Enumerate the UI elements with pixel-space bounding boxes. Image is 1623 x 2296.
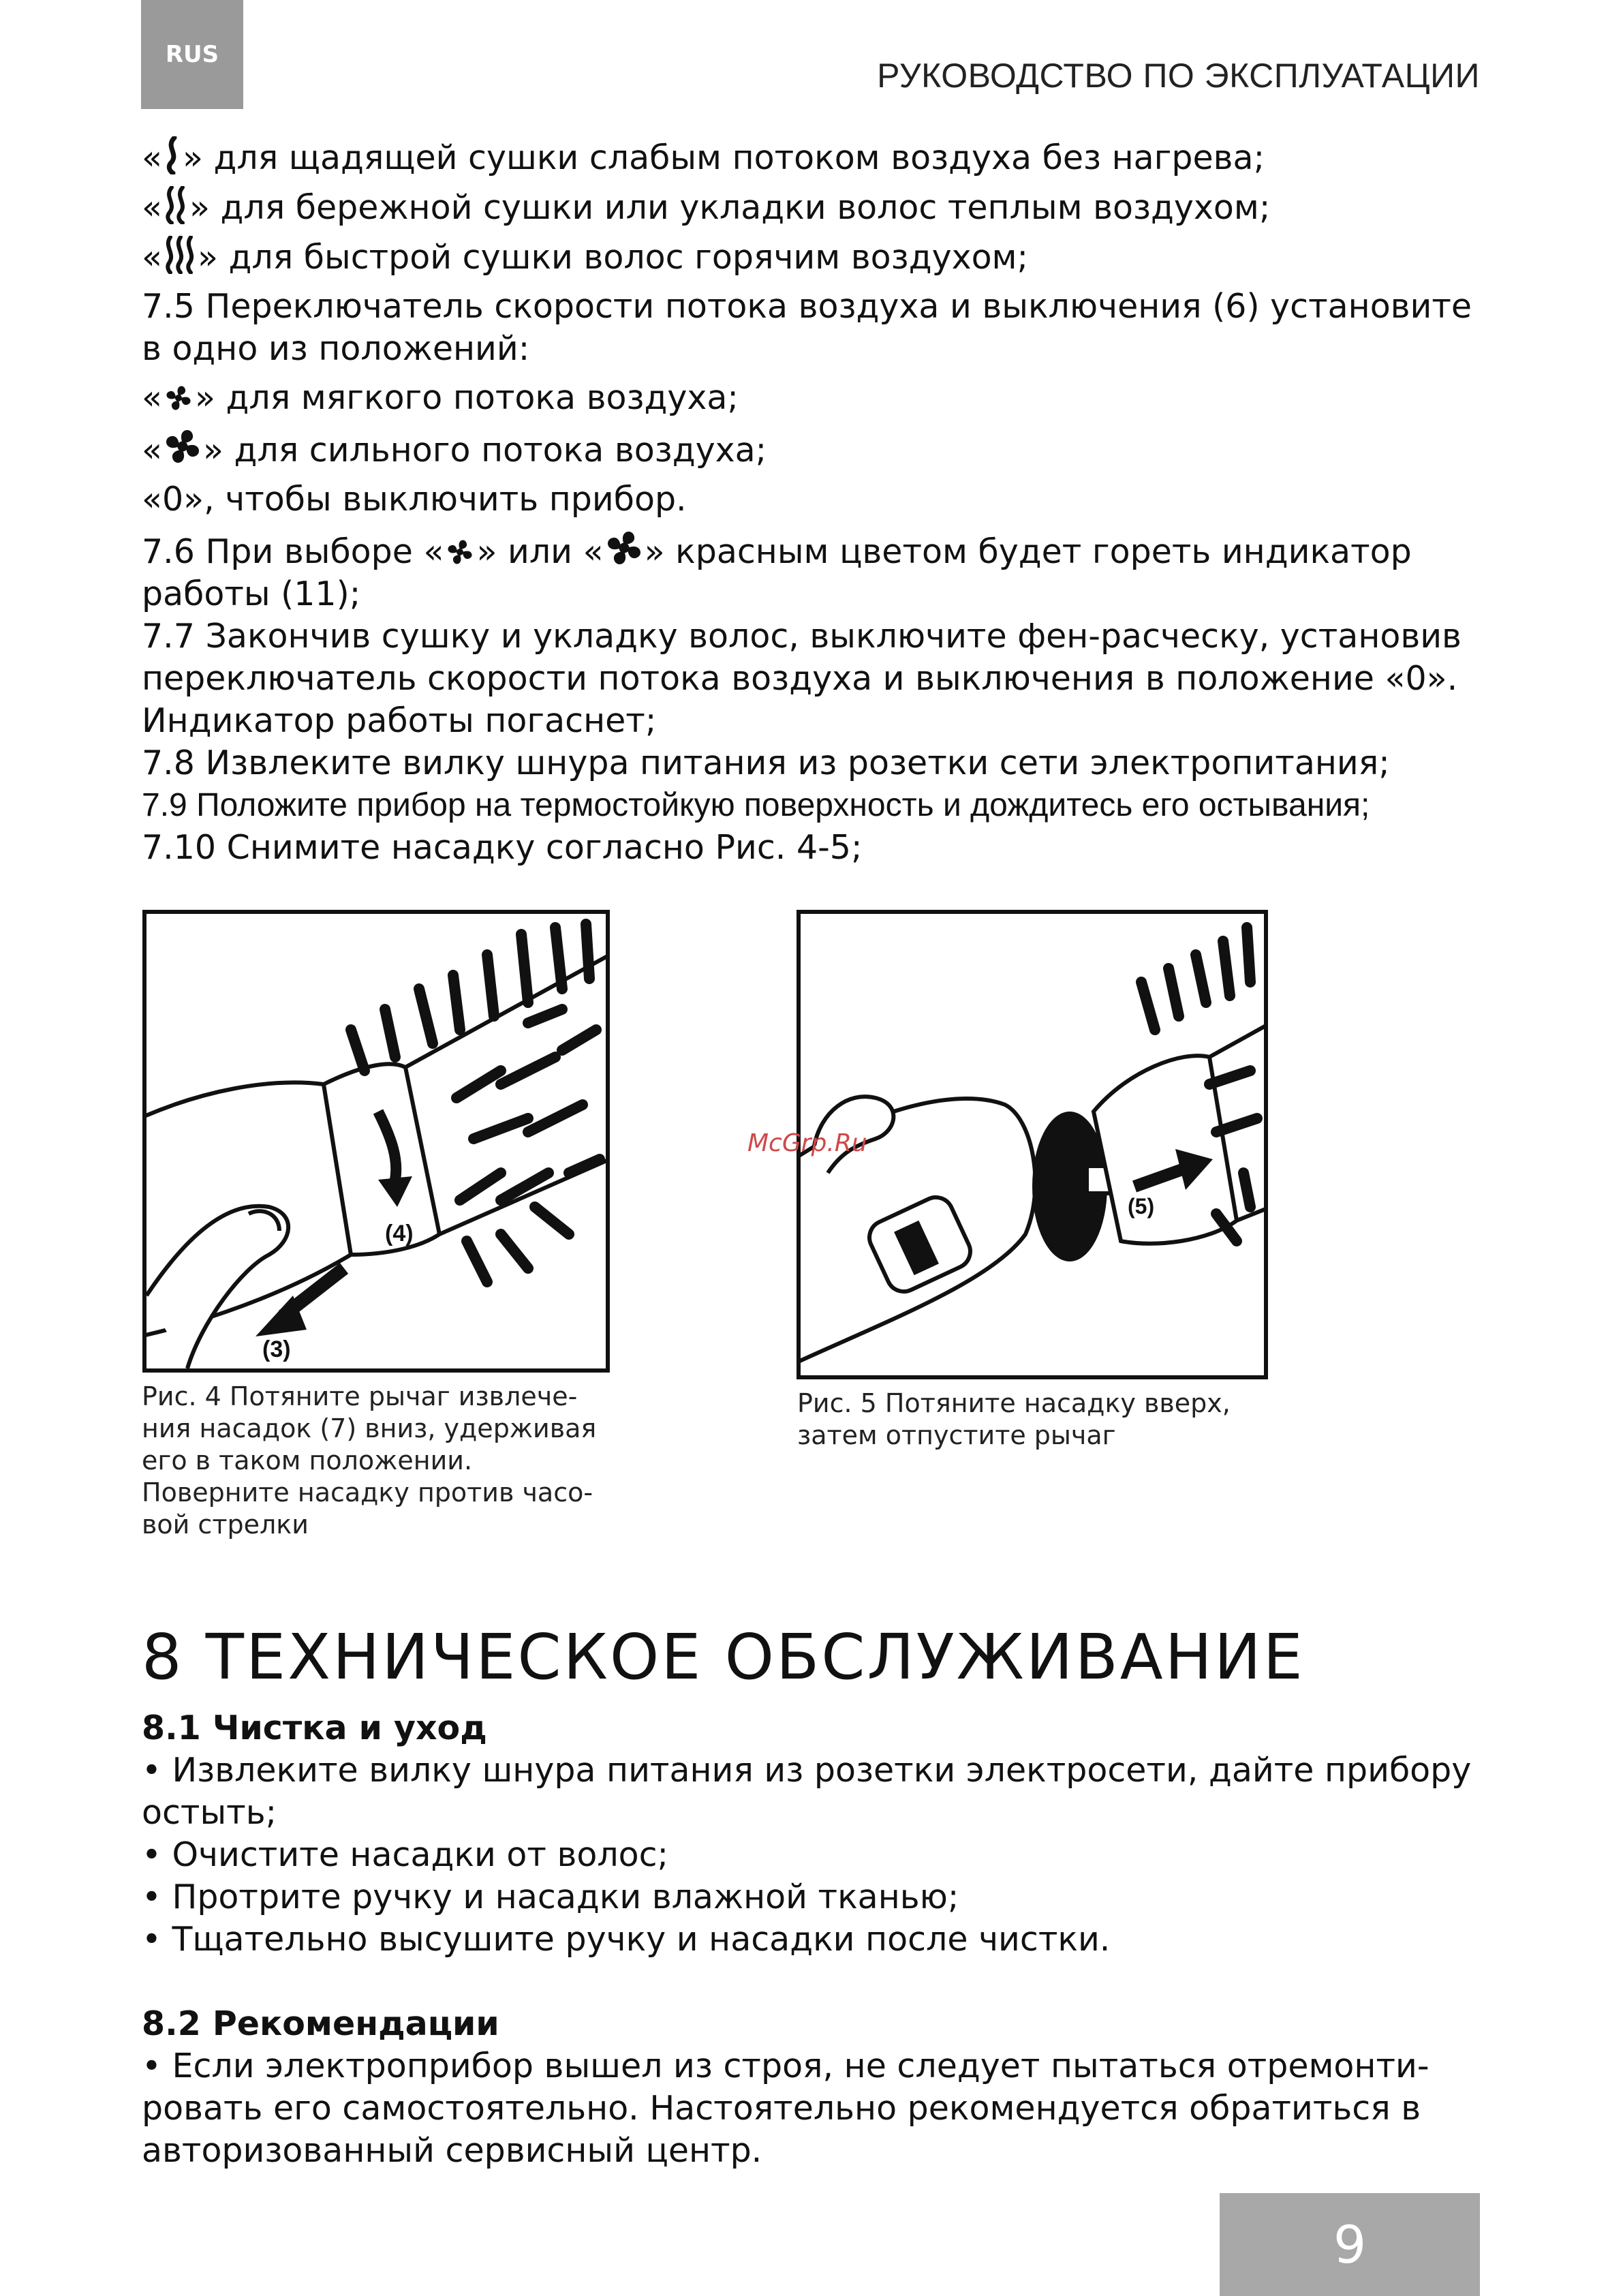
- fan-large-icon: [162, 426, 203, 467]
- watermark: McGrp.Ru: [747, 1129, 867, 1157]
- page-number: 9: [1220, 2193, 1480, 2296]
- step-7-8: 7.8 Извлеките вилку шнура питания из розетки сети электропитания;: [142, 744, 1390, 782]
- figure-4-illustration: [146, 914, 606, 1368]
- heat-mode-low: « » для щадящей сушки слабым потоком воздуха без нагрева;: [142, 136, 1480, 179]
- speed-strong: « » для сильного потока воздуха;: [142, 426, 1480, 472]
- speed-soft: « » для мягкого потока воздуха;: [142, 378, 739, 417]
- figure-4-label-down: (3): [262, 1336, 291, 1362]
- fan-small-icon: [162, 382, 195, 414]
- language-tab: RUS: [141, 0, 243, 109]
- recommendation-item: ровать его самостоятельно. Настоятельно рекомендуется обратиться в: [142, 2089, 1421, 2128]
- heat-mode-high: « » для быстрой сушки волос горячим воздухом;: [142, 236, 1480, 279]
- double-wave-icon: [162, 186, 189, 224]
- subsection-8-1-title: 8.1 Чистка и уход: [142, 1709, 487, 1747]
- step-7-6-line2: работы (11);: [142, 575, 361, 613]
- fan-small-icon: [444, 536, 476, 568]
- recommendation-item: авторизованный сервисный центр.: [142, 2131, 762, 2170]
- heat-mode-mid: « » для бережной сушки или укладки волос теплым воздухом;: [142, 186, 1480, 229]
- recommendation-item: • Если электроприбор вышел из строя, не следует пытаться отремонти-: [142, 2047, 1429, 2085]
- step-7-7-line3: Индикатор работы погаснет;: [142, 701, 657, 740]
- figure-4: [142, 910, 610, 1373]
- step-7-9: 7.9 Положите прибор на термостойкую поверхность и дождитесь его остывания;: [142, 787, 1370, 823]
- section-8-body: [142, 1707, 1480, 2172]
- step-7-6-line1: 7.6 При выборе « » или « » красным цветом будет гореть индикатор: [142, 527, 1480, 573]
- step-7-5-line1: 7.5 Переключатель скорости потока воздуха и выключения (6) установите: [142, 287, 1472, 326]
- care-item: • Очистите насадки от волос;: [142, 1835, 669, 1874]
- care-item: остыть;: [142, 1793, 277, 1832]
- step-7-10: 7.10 Снимите насадку согласно Рис. 4-5;: [142, 828, 863, 867]
- figure-5: [797, 910, 1268, 1379]
- care-item: • Протрите ручку и насадки влажной тканью;: [142, 1878, 959, 1916]
- care-item: • Извлеките вилку шнура питания из розетки электросети, дайте прибору: [142, 1751, 1472, 1790]
- triple-wave-icon: [162, 236, 198, 274]
- step-7-7-line2: переключатель скорости потока воздуха и выключения в положение «0».: [142, 659, 1458, 698]
- figure-4-label-lever: (4): [385, 1221, 414, 1246]
- subsection-8-2-title: 8.2 Рекомендации: [142, 2004, 499, 2043]
- section-8-title: 8 ТЕХНИЧЕСКОЕ ОБСЛУЖИВАНИЕ: [142, 1621, 1305, 1694]
- fan-large-icon: [604, 527, 645, 568]
- header-title: РУКОВОДСТВО ПО ЭКСПЛУАТАЦИИ: [877, 57, 1480, 95]
- speed-off: «0», чтобы выключить прибор.: [142, 480, 687, 519]
- instructions-block: [142, 136, 1480, 869]
- figure-4-caption: Рис. 4 Потяните рычаг извлече- ния насадок (7) вниз, удерживая его в таком положении. Поверните насадку против часо- вой стрелки: [142, 1381, 597, 1540]
- care-item: • Тщательно высушите ручку и насадки после чистки.: [142, 1920, 1111, 1959]
- single-wave-icon: [162, 136, 183, 174]
- figure-5-caption: Рис. 5 Потяните насадку вверх, затем отпустите рычаг: [797, 1388, 1231, 1450]
- step-7-7-line1: 7.7 Закончив сушку и укладку волос, выключите фен-расческу, установив: [142, 617, 1462, 656]
- step-7-5-line2: в одно из положений:: [142, 329, 530, 368]
- figure-5-illustration: [801, 914, 1264, 1375]
- figure-5-label-up: (5): [1128, 1194, 1155, 1219]
